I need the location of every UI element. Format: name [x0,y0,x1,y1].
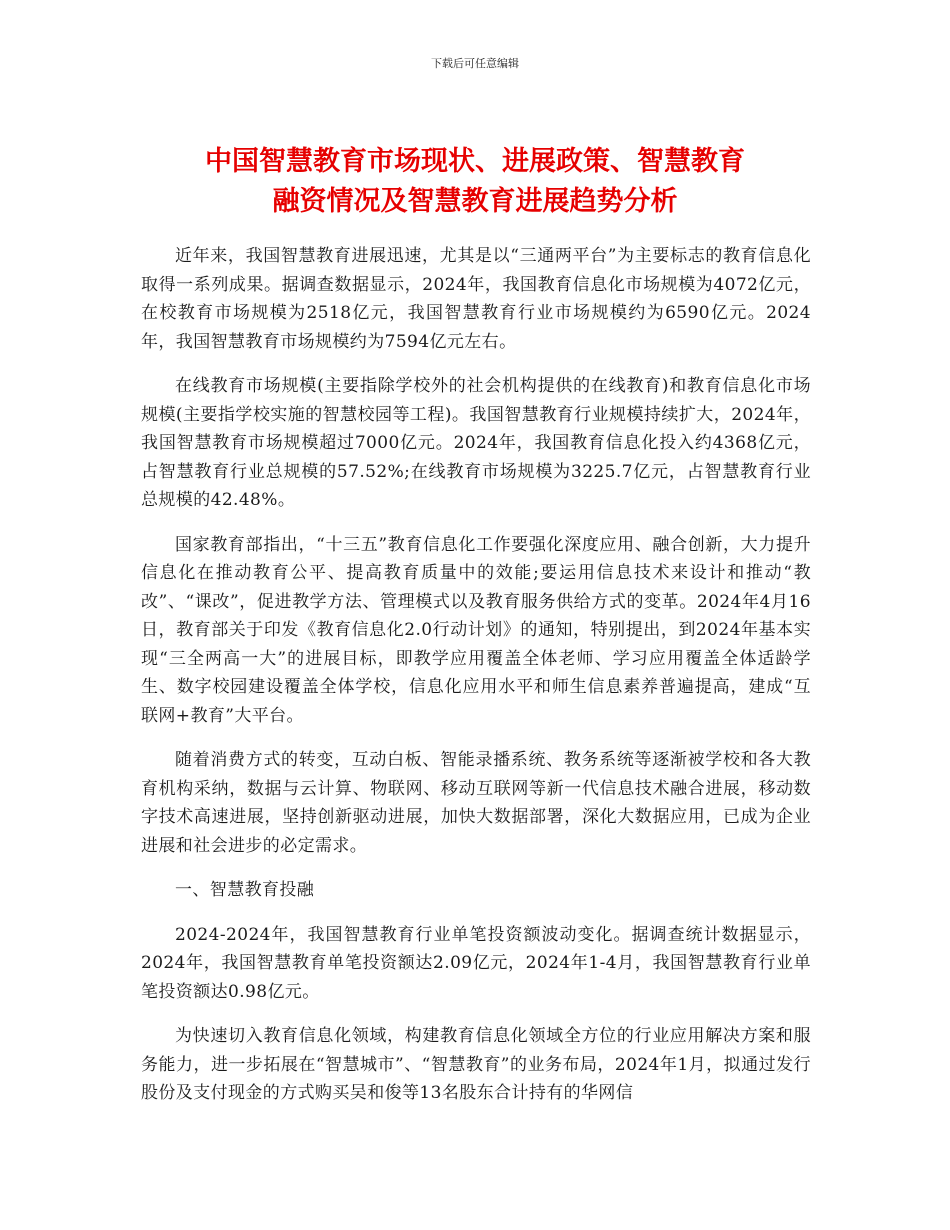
section-heading-investment: 一、智慧教育投融 [175,880,315,900]
title-line-2: 融资情况及智慧教育进展趋势分析 [272,186,678,217]
paragraph-investment: 2024-2024年，我国智慧教育行业单笔投资额波动变化。据调查统计数据显示，2024年，我国智慧教育单笔投资额达2.09亿元，2024年1-4月，我国智慧教育行业单笔投资额达0.98亿元。 [141,924,811,1002]
paragraph-policy: 国家教育部指出，“十三五”教育信息化工作要强化深度应用、融合创新，大力提升信息化在推动教育公平、提高教育质量中的效能;要运用信息技术来设计和推动“教改”、“课改”，促进教学方法、管理模式以及教育服务供给方式的变革。2024年4月16日，教育部关于印发《教育信息化2.0行动计划》的通知，特别提出，到2024年基本实现“三全两高一大”的进展目标，即教学应用覆盖全体老师、学习应用覆盖全体适龄学生、数字校园建设覆盖全体学校，信息化应用水平和师生信息素养普遍提高，建成“互联网+教育”大平台。 [141,534,811,726]
paragraph-trends: 随着消费方式的转变，互动白板、智能录播系统、教务系统等逐渐被学校和各大教育机构采纳，数据与云计算、物联网、移动互联网等新一代信息技术融合进展，移动数字技术高速进展，坚持创新驱动进展，加快大数据部署，深化大数据应用，已成为企业进展和社会进步的必定需求。 [141,750,811,856]
paragraph-market-size: 近年来，我国智慧教育进展迅速，尤其是以“三通两平台”为主要标志的教育信息化取得一系列成果。据调查数据显示，2024年，我国教育信息化市场规模为4072亿元，在校教育市场规模为2518亿元，我国智慧教育行业市场规模约为6590亿元。2024年，我国智慧教育市场规模约为7594亿元左右。 [141,246,811,352]
document-body [141,242,811,1124]
document-title [100,142,850,222]
header-note: 下载后可任意编辑 [431,57,519,70]
paragraph-market-structure: 在线教育市场规模(主要指除学校外的社会机构提供的在线教育)和教育信息化市场规模(主要指学校实施的智慧校园等工程)。我国智慧教育行业规模持续扩大，2024年，我国智慧教育市场规模超过7000亿元。2024年，我国教育信息化投入约4368亿元，占智慧教育行业总规模的57.52%;在线教育市场规模为3225.7亿元，占智慧教育行业总规模的42.48%。 [141,376,811,510]
paragraph-acquisition: 为快速切入教育信息化领域，构建教育信息化领域全方位的行业应用解决方案和服务能力，进一步拓展在“智慧城市”、“智慧教育”的业务布局，2024年1月，拟通过发行股份及支付现金的方式购买吴和俊等13名股东合计持有的华网信 [141,1026,811,1103]
title-line-1: 中国智慧教育市场现状、进展政策、智慧教育 [205,146,745,177]
